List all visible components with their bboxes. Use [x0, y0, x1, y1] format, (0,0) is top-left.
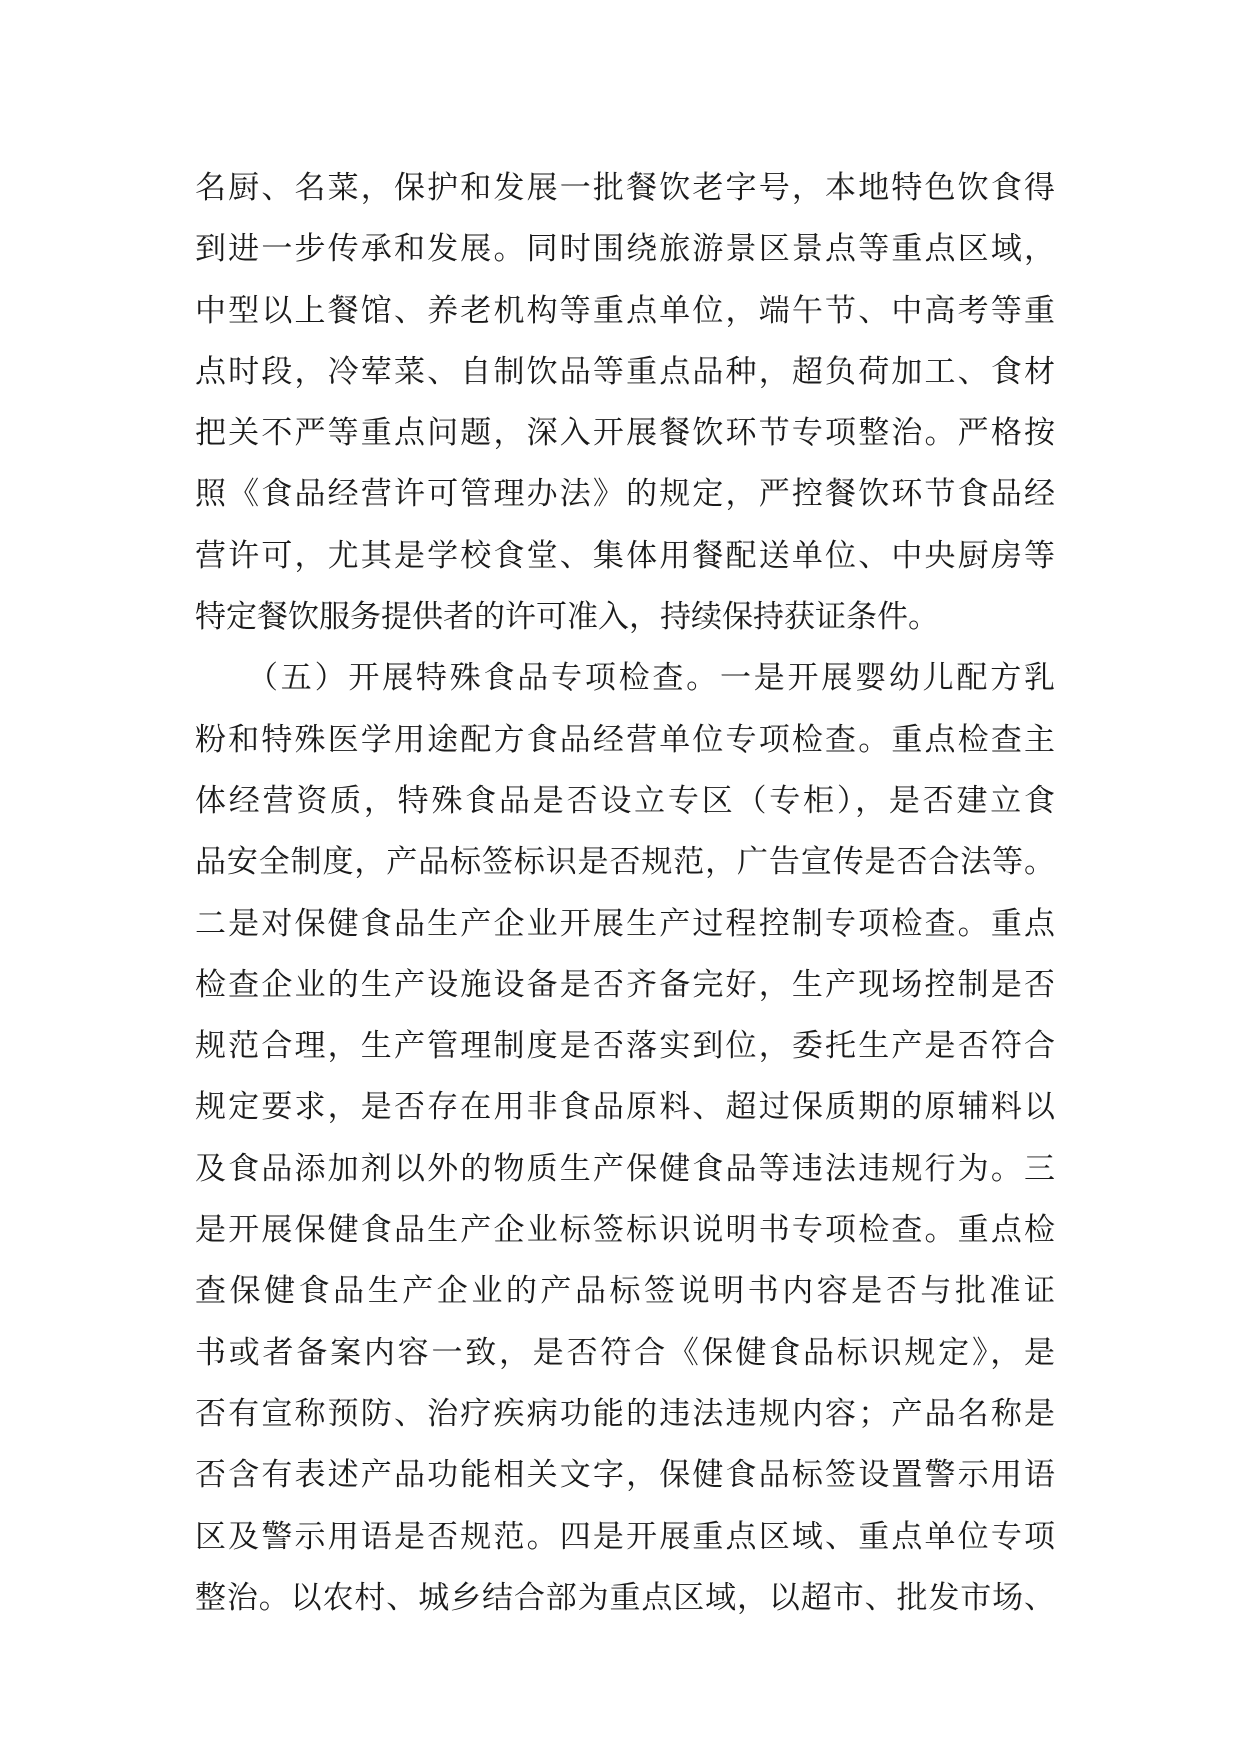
- text-line: 二是对保健食品生产企业开展生产过程控制专项检查。重点: [195, 905, 1055, 942]
- text-line: 否含有表述产品功能相关文字，保健食品标签设置警示用语: [195, 1457, 1055, 1494]
- text-line: 区及警示用语是否规范。四是开展重点区域、重点单位专项: [195, 1518, 1055, 1555]
- text-line: 检查企业的生产设施设备是否齐备完好，生产现场控制是否: [195, 966, 1055, 1003]
- text-line: 粉和特殊医学用途配方食品经营单位专项检查。重点检查主: [195, 721, 1055, 758]
- text-line: 中型以上餐馆、养老机构等重点单位，端午节、中高考等重: [195, 292, 1055, 329]
- text-line: 查保健食品生产企业的产品标签说明书内容是否与批准证: [195, 1273, 1055, 1310]
- text-line: 整治。以农村、城乡结合部为重点区域，以超市、批发市场、: [195, 1579, 1055, 1616]
- text-line: 到进一步传承和发展。同时围绕旅游景区景点等重点区域，: [195, 231, 1055, 268]
- text-line: 品安全制度，产品标签标识是否规范，广告宣传是否合法等。: [195, 844, 1055, 881]
- text-line: 营许可，尤其是学校食堂、集体用餐配送单位、中央厨房等: [195, 537, 1055, 574]
- paragraph-end-line: 特定餐饮服务提供者的许可准入，持续保持获证条件。: [195, 599, 939, 636]
- body-text: [195, 158, 1055, 1629]
- text-line: 规范合理，生产管理制度是否落实到位，委托生产是否符合: [195, 1028, 1055, 1065]
- text-line: 照《食品经营许可管理办法》的规定，严控餐饮环节食品经: [195, 476, 1055, 513]
- text-line: 把关不严等重点问题，深入开展餐饮环节专项整治。严格按: [195, 415, 1055, 452]
- section-heading-line: （五）开展特殊食品专项检查。一是开展婴幼儿配方乳: [247, 660, 1055, 697]
- text-line: 体经营资质，特殊食品是否设立专区（专柜），是否建立食: [195, 782, 1055, 819]
- text-line: 名厨、名菜，保护和发展一批餐饮老字号，本地特色饮食得: [195, 170, 1055, 206]
- text-line: 是开展保健食品生产企业标签标识说明书专项检查。重点检: [195, 1212, 1055, 1249]
- text-line: 点时段，冷荤菜、自制饮品等重点品种，超负荷加工、食材: [195, 353, 1055, 390]
- text-line: 否有宣称预防、治疗疾病功能的违法违规内容；产品名称是: [195, 1395, 1055, 1432]
- text-line: 及食品添加剂以外的物质生产保健食品等违法违规行为。三: [195, 1150, 1055, 1187]
- text-line: 书或者备案内容一致，是否符合《保健食品标识规定》，是: [195, 1334, 1055, 1371]
- text-line: 规定要求，是否存在用非食品原料、超过保质期的原辅料以: [195, 1089, 1055, 1126]
